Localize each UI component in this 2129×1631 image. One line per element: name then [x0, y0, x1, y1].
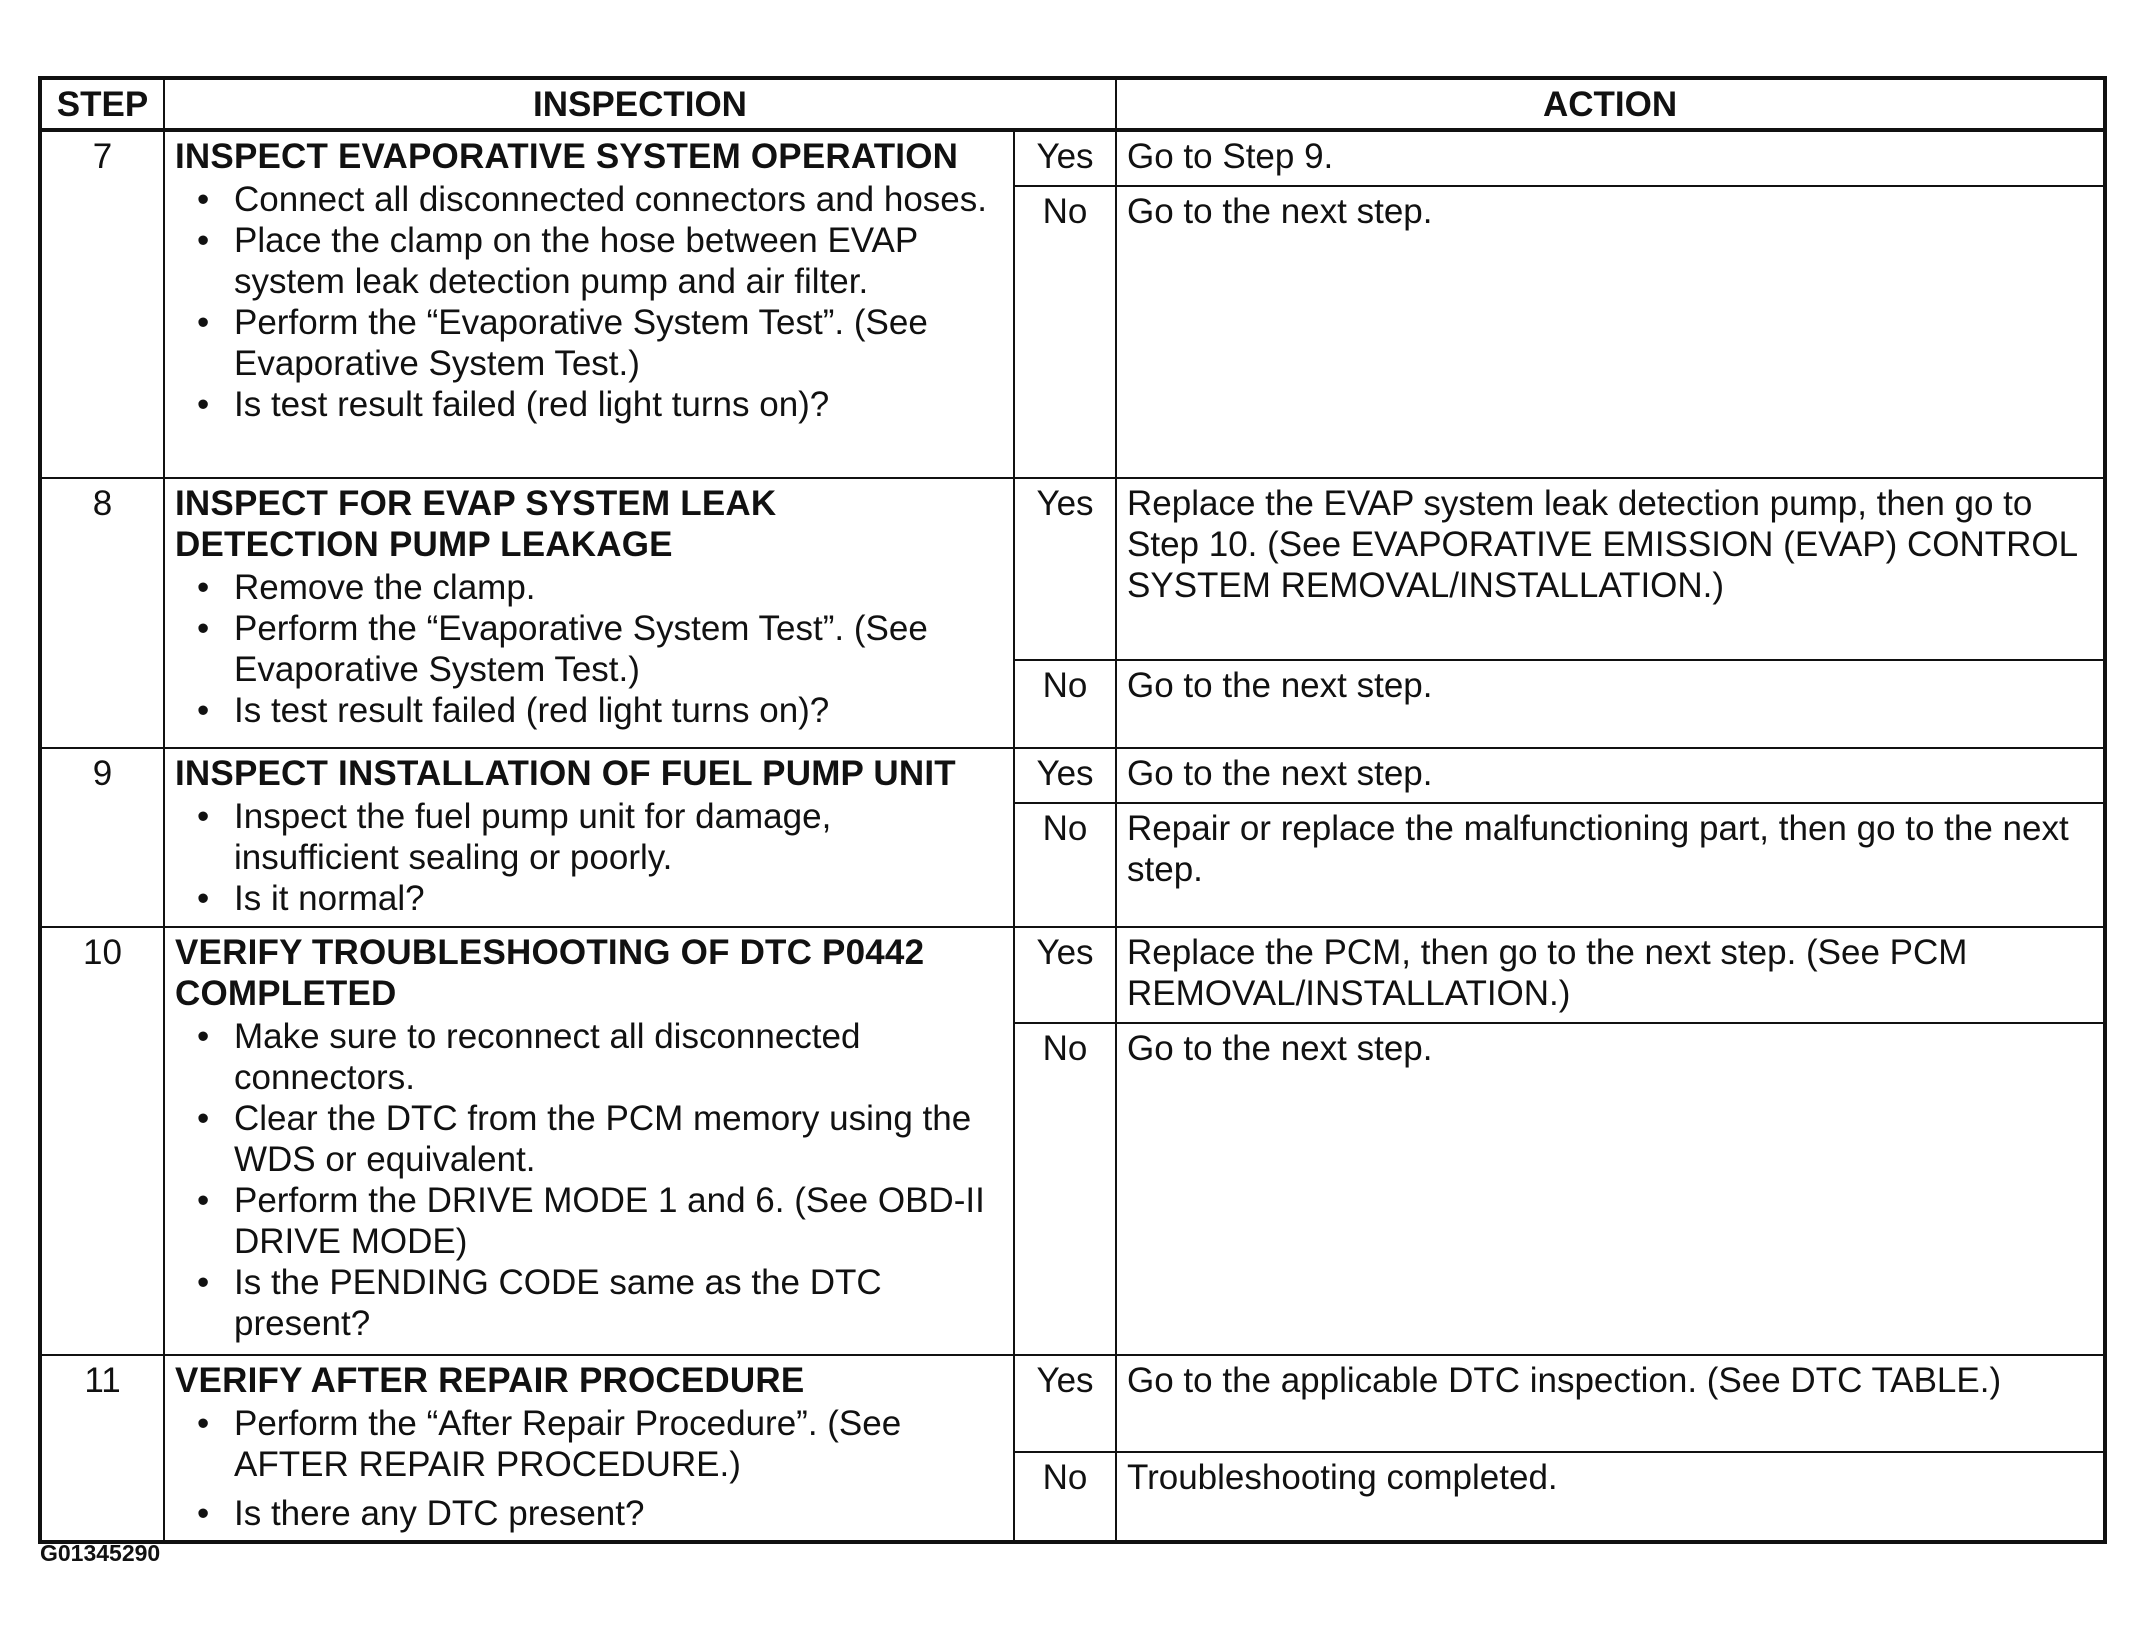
bullet-icon: •	[197, 1017, 210, 1056]
table-row	[40, 130, 2105, 186]
step-number: 7	[40, 130, 164, 478]
inspection-title: INSPECT EVAPORATIVE SYSTEM OPERATION	[175, 137, 959, 176]
bullet-item	[175, 179, 1003, 220]
bullet-item	[175, 220, 1003, 302]
table-row	[40, 748, 2105, 803]
header-inspection: INSPECTION	[164, 78, 1116, 130]
bullet-item	[175, 384, 1003, 425]
inspection-title: INSPECT FOR EVAP SYSTEM LEAK DETECTION PUMP LEAKAGE	[175, 484, 777, 564]
inspection-cell	[164, 927, 1014, 1355]
bullet-item	[175, 1180, 1003, 1262]
bullet-icon: •	[197, 1263, 210, 1302]
bullet-icon: •	[197, 303, 210, 342]
yes-label: Yes	[1014, 478, 1116, 660]
step-number: 9	[40, 748, 164, 927]
yes-label: Yes	[1014, 1355, 1116, 1452]
bullet-text: Perform the “After Repair Procedure”. (See AFTER REPAIR PROCEDURE.)	[234, 1404, 902, 1484]
step-number: 11	[40, 1355, 164, 1542]
bullet-item	[175, 690, 1003, 731]
inspection-title: VERIFY TROUBLESHOOTING OF DTC P0442 COMPLETED	[175, 933, 925, 1013]
bullet-item	[175, 302, 1003, 384]
no-action: Go to the next step.	[1116, 186, 2105, 478]
inspection-cell	[164, 748, 1014, 927]
table-row	[40, 478, 2105, 660]
header-action: ACTION	[1116, 78, 2105, 130]
bullet-icon: •	[197, 221, 210, 260]
inspection-bullets	[175, 567, 1003, 731]
bullet-item	[175, 567, 1003, 608]
figure-code: G01345290	[40, 1540, 161, 1566]
table-header-row	[40, 78, 2105, 130]
bullet-text: Is it normal?	[234, 879, 425, 918]
inspection-bullets	[175, 796, 1003, 919]
bullet-text: Perform the DRIVE MODE 1 and 6. (See OBD-II DRIVE MODE)	[234, 1181, 985, 1261]
troubleshooting-table	[38, 76, 2107, 1544]
bullet-item	[175, 796, 1003, 878]
no-action: Troubleshooting completed.	[1116, 1452, 2105, 1542]
inspection-cell	[164, 1355, 1014, 1542]
bullet-icon: •	[197, 1099, 210, 1138]
step-number: 8	[40, 478, 164, 748]
bullet-text: Inspect the fuel pump unit for damage, insufficient sealing or poorly.	[234, 797, 832, 877]
yes-action: Replace the EVAP system leak detection pump, then go to Step 10. (See EVAPORATIVE EMISSION (EVAP) CONTROL SYSTEM REMOVAL/INSTALLATION.)	[1116, 478, 2105, 660]
no-action: Repair or replace the malfunctioning part, then go to the next step.	[1116, 803, 2105, 927]
yes-action: Replace the PCM, then go to the next step. (See PCM REMOVAL/INSTALLATION.)	[1116, 927, 2105, 1023]
step-number: 10	[40, 927, 164, 1355]
bullet-text: Connect all disconnected connectors and hoses.	[234, 180, 987, 219]
no-label: No	[1014, 1023, 1116, 1355]
inspection-bullets	[175, 1016, 1003, 1344]
bullet-icon: •	[197, 385, 210, 424]
yes-action: Go to the applicable DTC inspection. (See DTC TABLE.)	[1116, 1355, 2105, 1452]
bullet-text: Perform the “Evaporative System Test”. (See Evaporative System Test.)	[234, 303, 928, 383]
inspection-cell	[164, 130, 1014, 478]
bullet-text: Make sure to reconnect all disconnected connectors.	[234, 1017, 861, 1097]
bullet-text: Is the PENDING CODE same as the DTC present?	[234, 1263, 882, 1343]
bullet-text: Is there any DTC present?	[234, 1494, 645, 1533]
yes-label: Yes	[1014, 927, 1116, 1023]
no-label: No	[1014, 660, 1116, 748]
bullet-item	[175, 1403, 1003, 1485]
bullet-item	[175, 1262, 1003, 1344]
no-label: No	[1014, 1452, 1116, 1542]
bullet-text: Place the clamp on the hose between EVAP system leak detection pump and air filter.	[234, 221, 918, 301]
bullet-item	[175, 608, 1003, 690]
inspection-bullets	[175, 1403, 1003, 1534]
bullet-icon: •	[197, 797, 210, 836]
inspection-title: VERIFY AFTER REPAIR PROCEDURE	[175, 1361, 805, 1400]
inspection-bullets	[175, 179, 1003, 425]
bullet-item	[175, 1493, 1003, 1534]
bullet-icon: •	[197, 1181, 210, 1220]
table-row	[40, 1355, 2105, 1452]
bullet-text: Perform the “Evaporative System Test”. (See Evaporative System Test.)	[234, 609, 928, 689]
inspection-title: INSPECT INSTALLATION OF FUEL PUMP UNIT	[175, 754, 956, 793]
no-label: No	[1014, 803, 1116, 927]
bullet-text: Clear the DTC from the PCM memory using the WDS or equivalent.	[234, 1099, 972, 1179]
bullet-text: Is test result failed (red light turns on)?	[234, 385, 830, 424]
bullet-icon: •	[197, 1404, 210, 1443]
yes-label: Yes	[1014, 748, 1116, 803]
yes-action: Go to the next step.	[1116, 748, 2105, 803]
bullet-icon: •	[197, 568, 210, 607]
bullet-item	[175, 1016, 1003, 1098]
bullet-icon: •	[197, 180, 210, 219]
bullet-text: Remove the clamp.	[234, 568, 536, 607]
no-action: Go to the next step.	[1116, 1023, 2105, 1355]
no-action: Go to the next step.	[1116, 660, 2105, 748]
inspection-cell	[164, 478, 1014, 748]
bullet-icon: •	[197, 1494, 210, 1533]
bullet-icon: •	[197, 609, 210, 648]
bullet-item	[175, 1098, 1003, 1180]
table-row	[40, 927, 2105, 1023]
bullet-text: Is test result failed (red light turns on)?	[234, 691, 830, 730]
no-label: No	[1014, 186, 1116, 478]
header-step: STEP	[40, 78, 164, 130]
yes-label: Yes	[1014, 130, 1116, 186]
bullet-item	[175, 878, 1003, 919]
bullet-icon: •	[197, 879, 210, 918]
bullet-icon: •	[197, 691, 210, 730]
yes-action: Go to Step 9.	[1116, 130, 2105, 186]
